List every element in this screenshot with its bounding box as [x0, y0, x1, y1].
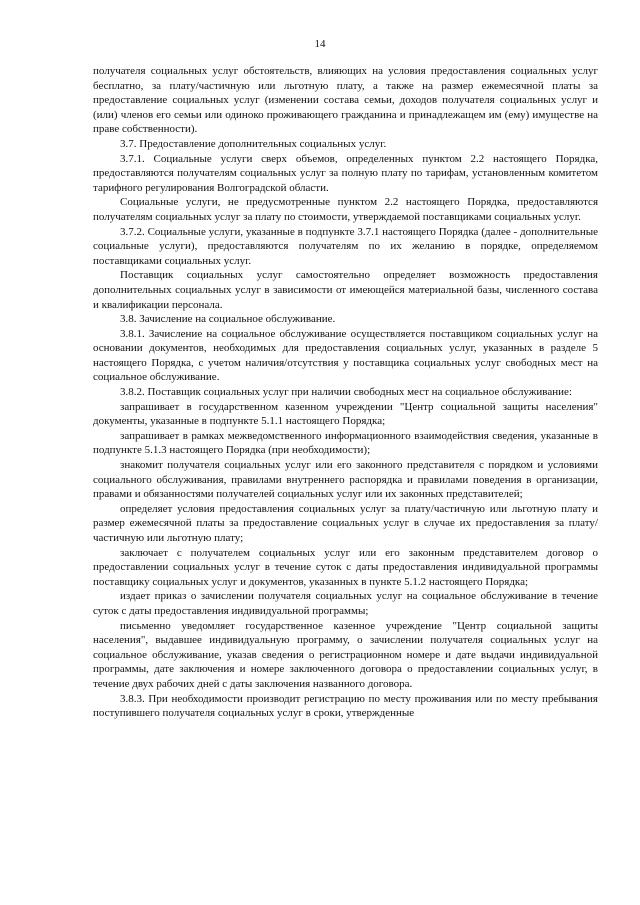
paragraph-3-8-3: 3.8.3. При необходимости производит регистрацию по месту проживания или по месту пребывания поступившего получателя социальных услуг в сроки, утвержденные [93, 692, 598, 720]
paragraph-3-7-2: 3.7.2. Социальные услуги, указанные в подпункте 3.7.1 настоящего Порядка (далее - дополнительные социальные услуги), предоставляются получателям по их желанию в порядке, определяемом поставщиками социальных услуг. [93, 225, 598, 267]
list-item: заключает с получателем социальных услуг или его законным представителем договор о предоставлении социальных услуг в течение суток с даты предоставления индивидуальной программы поставщику социальных услуг и документов, указанных в пункте 5.1.2 настоящего Порядка; [93, 546, 598, 588]
document-body [93, 64, 598, 721]
section-3-7-heading: 3.7. Предоставление дополнительных социальных услуг. [120, 137, 387, 150]
paragraph-3-7-1-cont: Социальные услуги, не предусмотренные пунктом 2.2 настоящего Порядка, предоставляются получателям социальных услуг за плату по стоимости, утверждаемой поставщиками социальных услуг. [93, 196, 598, 223]
paragraph-3-7-2-cont: Поставщик социальных услуг самостоятельно определяет возможность предоставления дополнительных социальных услуг в зависимости от имеющейся материальной базы, численного состава и квалификации персонала. [93, 269, 598, 311]
list-item: запрашивает в государственном казенном учреждении "Центр социальной защиты населения" документы, указанные в подпункте 5.1.1 настоящего Порядка; [93, 400, 598, 428]
list-item: запрашивает в рамках межведомственного информационного взаимодействия сведения, указанные в подпункте 5.1.3 настоящего Порядка (при необходимости); [93, 429, 598, 457]
paragraph-3-8-2: 3.8.2. Поставщик социальных услуг при наличии свободных мест на социальное обслуживание: [120, 386, 572, 399]
list-item: определяет условия предоставления социальных услуг за плату/частичную или льготную плату и размер ежемесячной платы за предоставление социальных услуг в случае их предоставления за плату/частичную или льготную плату; [93, 502, 598, 544]
list-item: знакомит получателя социальных услуг или его законного представителя с порядком и условиями социального обслуживания, правилами внутреннего распорядка и правилами поведения в организации, правами и обязанностями получателей социальных услуг или их законных представителей; [93, 459, 598, 501]
list-item: письменно уведомляет государственное казенное учреждение "Центр социальной защиты населения", выдавшее индивидуальную программу, о зачислении получателя социальных услуг на социальное обслуживание, указав сведения о регистрационном номере и дате выдачи индивидуальной программы, дате заключения и номере заключенного договора о предоставлении социальных услуг, в течение двух рабочих дней с даты заключения названного договора. [93, 619, 598, 690]
section-3-8-heading: 3.8. Зачисление на социальное обслуживание. [120, 313, 336, 326]
page-number: 14 [314, 38, 326, 50]
paragraph-continuation: получателя социальных услуг обстоятельств, влияющих на условия предоставления социальных услуг бесплатно, за плату/частичную или льготную плату, а также на размер ежемесячной платы за предоставление социальных услуг (изменении состава семьи, доходов получателя социальных услуг и (или) членов его семьи или одиноко проживающего гражданина и принадлежащем им (ему) имуществе на праве собственности). [93, 65, 598, 136]
paragraph-3-8-1: 3.8.1. Зачисление на социальное обслуживание осуществляется поставщиком социальных услуг на основании документов, необходимых для предоставления социальных услуг, указанных в разделе 5 настоящего Порядка, с учетом наличия/отсутствия у поставщика социальных услуг свободных мест на социальное обслуживание. [93, 327, 598, 384]
list-item: издает приказ о зачислении получателя социальных услуг на социальное обслуживание в течение суток с даты предоставления индивидуальной программы; [93, 590, 598, 617]
paragraph-3-7-1: 3.7.1. Социальные услуги сверх объемов, определенных пунктом 2.2 настоящего Порядка, предоставляются получателям социальных услуг за полную плату по тарифам, установленным комитетом тарифного регулирования Волгоградской области. [93, 152, 598, 194]
